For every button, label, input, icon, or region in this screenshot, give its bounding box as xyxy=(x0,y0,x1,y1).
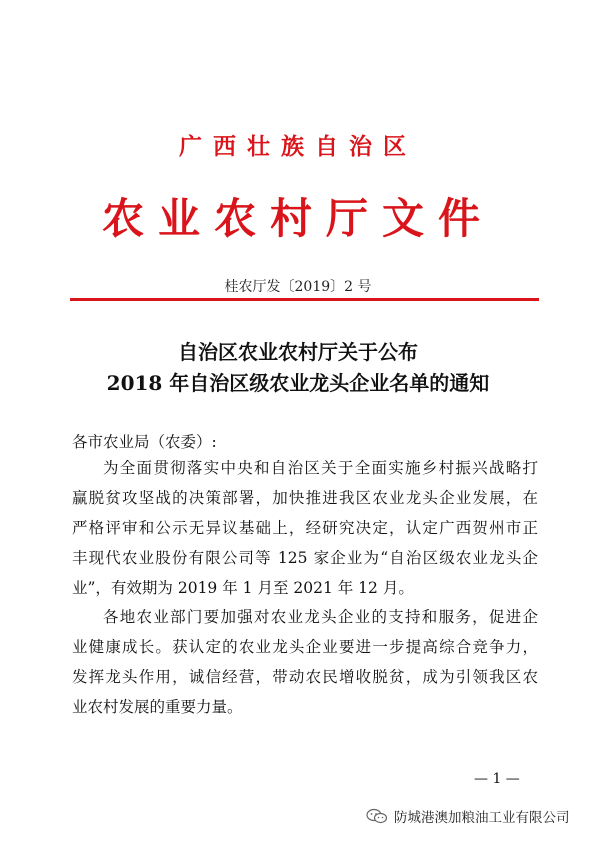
body-paragraph-2 xyxy=(72,602,538,722)
paragraph-line: 业”，有效期为 2019 年 1 月至 2021 年 12 月。 xyxy=(72,579,414,597)
paragraph-line: 赢脱贫攻坚战的决策部署，加快推进我区农业龙头企业发展，在 xyxy=(72,489,538,507)
paragraph-line: 丰现代农业股份有限公司等 125 家企业为“自治区级农业龙头企 xyxy=(72,549,538,567)
paragraph-line: 业农村发展的重要力量。 xyxy=(72,698,243,716)
paragraph-line: 各地农业部门要加强对农业龙头企业的支持和服务，促进企 xyxy=(103,608,538,626)
watermark-text: 防城港澳加粮油工业有限公司 xyxy=(394,810,570,826)
header-divider xyxy=(70,298,539,301)
salutation: 各市农业局（农委）: xyxy=(72,433,217,451)
issuing-authority-department: 农业农村厅文件 xyxy=(101,194,494,243)
page-number: — 1 — xyxy=(474,771,520,787)
paragraph-line: 为全面贯彻落实中央和自治区关于全面实施乡村振兴战略打 xyxy=(103,459,538,477)
paragraph-line: 业健康成长。获认定的农业龙头企业要进一步提高综合竞争力， xyxy=(72,638,538,656)
watermark xyxy=(366,806,570,826)
wechat-icon xyxy=(366,808,388,824)
document-title-line1: 自治区农业农村厅关于公布 xyxy=(178,340,418,364)
issuing-authority-region: 广西壮族自治区 xyxy=(179,133,417,160)
paragraph-line: 严格评审和公示无异议基础上，经研究决定，认定广西贺州市正 xyxy=(72,519,538,537)
document-title-line2: 2018 年自治区级农业龙头企业名单的通知 xyxy=(106,371,490,395)
document-number: 桂农厅发〔2019〕2 号 xyxy=(224,279,372,295)
paragraph-line: 发挥龙头作用，诚信经营，带动农民增收脱贫，成为引领我区农 xyxy=(72,668,538,686)
body-paragraph-1 xyxy=(72,453,538,603)
